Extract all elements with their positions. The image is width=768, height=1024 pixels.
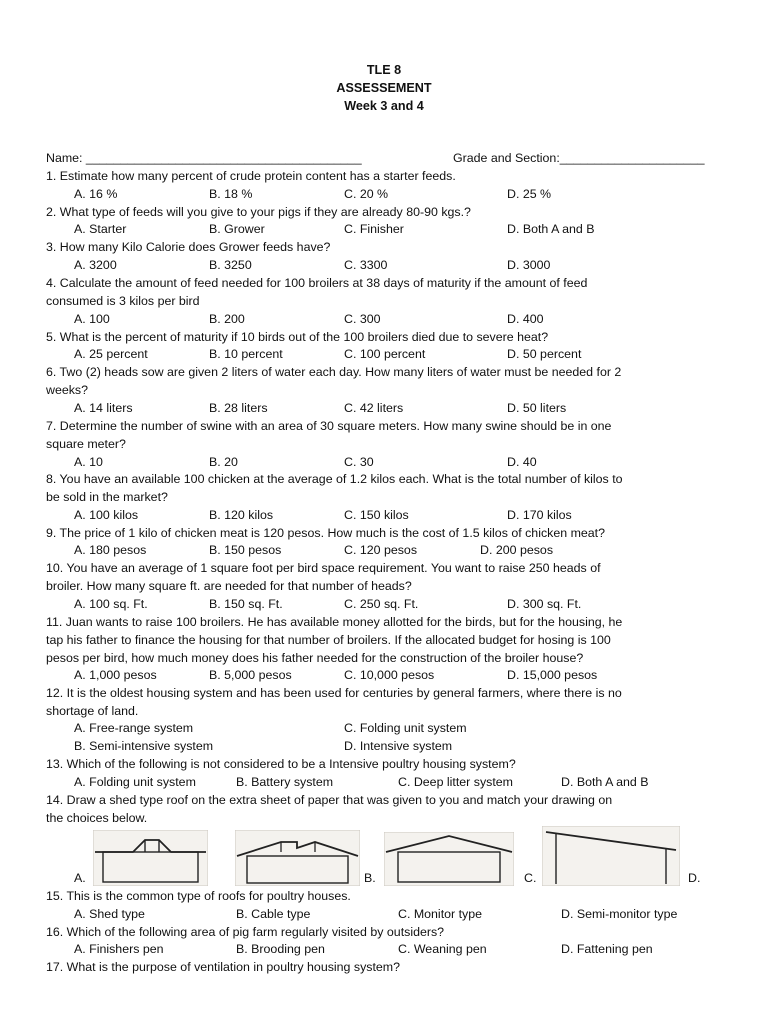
q16-option-c[interactable]: C. Weaning pen [398, 942, 487, 956]
q2-option-b[interactable]: B. Grower [209, 222, 265, 236]
q9-option-a[interactable]: A. 180 pesos [74, 543, 147, 557]
question-10: 10. You have an average of 1 square foot per bird space requirement. You want to raise 250 heads of [46, 561, 601, 575]
question-11: 11. Juan wants to raise 100 broilers. He has available money allotted for the birds, but for the housing, he [46, 615, 623, 629]
q15-option-c[interactable]: C. Monitor type [398, 907, 483, 921]
q7-option-a[interactable]: A. 10 [74, 455, 103, 469]
q3-option-c[interactable]: C. 3300 [344, 258, 388, 272]
q15-option-b[interactable]: B. Cable type [236, 907, 311, 921]
q8-option-a[interactable]: A. 100 kilos [74, 508, 139, 522]
q5-option-a[interactable]: A. 25 percent [74, 347, 148, 361]
question-6-cont: weeks? [46, 383, 89, 397]
course-code: TLE 8 [366, 63, 402, 77]
q15-option-a[interactable]: A. Shed type [74, 907, 145, 921]
q8-option-c[interactable]: C. 150 kilos [344, 508, 409, 522]
question-14-cont: the choices below. [46, 811, 148, 825]
q13-option-b[interactable]: B. Battery system [236, 775, 334, 789]
grade-section-field[interactable]: Grade and Section:_____________________ [453, 151, 705, 165]
question-11-cont2: pesos per bird, how much money does his father needed for the construction of the broiler house? [46, 651, 584, 665]
q7-option-b[interactable]: B. 20 [209, 455, 238, 469]
question-2: 2. What type of feeds will you give to your pigs if they are already 80-90 kgs.? [46, 205, 471, 219]
q1-option-b[interactable]: B. 18 % [209, 187, 253, 201]
q16-option-a[interactable]: A. Finishers pen [74, 942, 164, 956]
question-8: 8. You have an available 100 chicken at the average of 1.2 kilos each. What is the total number of kilos to [46, 472, 623, 486]
q5-option-b[interactable]: B. 10 percent [209, 347, 283, 361]
q7-option-d[interactable]: D. 40 [507, 455, 537, 469]
q16-option-d[interactable]: D. Fattening pen [561, 942, 653, 956]
q10-option-a[interactable]: A. 100 sq. Ft. [74, 597, 148, 611]
q14-option-d[interactable]: D. [688, 871, 701, 885]
q14-option-a[interactable]: A. [74, 871, 86, 885]
question-5: 5. What is the percent of maturity if 10 birds out of the 100 broilers died due to severe heat? [46, 330, 549, 344]
q6-option-c[interactable]: C. 42 liters [344, 401, 404, 415]
q12-option-d[interactable]: D. Intensive system [344, 739, 453, 753]
name-field[interactable]: Name: ________________________________________ [46, 151, 362, 165]
q2-option-a[interactable]: A. Starter [74, 222, 127, 236]
q2-option-c[interactable]: C. Finisher [344, 222, 404, 236]
roof-figure-c [384, 832, 514, 886]
q13-option-c[interactable]: C. Deep litter system [398, 775, 513, 789]
q1-option-c[interactable]: C. 20 % [344, 187, 389, 201]
question-3: 3. How many Kilo Calorie does Grower feeds have? [46, 240, 331, 254]
question-4-cont: consumed is 3 kilos per bird [46, 294, 200, 308]
q8-option-b[interactable]: B. 120 kilos [209, 508, 274, 522]
q4-option-b[interactable]: B. 200 [209, 312, 245, 326]
q10-option-d[interactable]: D. 300 sq. Ft. [507, 597, 582, 611]
question-13: 13. Which of the following is not considered to be a Intensive poultry housing system? [46, 757, 516, 771]
roof-figure-d [542, 826, 680, 886]
q10-option-b[interactable]: B. 150 sq. Ft. [209, 597, 283, 611]
q6-option-a[interactable]: A. 14 liters [74, 401, 133, 415]
q14-option-c[interactable]: C. [524, 871, 537, 885]
page-title: ASSESSEMENT [336, 81, 432, 95]
q10-option-c[interactable]: C. 250 sq. Ft. [344, 597, 419, 611]
question-15: 15. This is the common type of roofs for poultry houses. [46, 889, 351, 903]
roof-figure-b [235, 830, 360, 886]
q3-option-a[interactable]: A. 3200 [74, 258, 117, 272]
question-1: 1. Estimate how many percent of crude protein content has a starter feeds. [46, 169, 456, 183]
q11-option-a[interactable]: A. 1,000 pesos [74, 668, 157, 682]
q4-option-c[interactable]: C. 300 [344, 312, 381, 326]
q5-option-d[interactable]: D. 50 percent [507, 347, 582, 361]
q11-option-c[interactable]: C. 10,000 pesos [344, 668, 435, 682]
q3-option-d[interactable]: D. 3000 [507, 258, 551, 272]
question-10-cont: broiler. How many square ft. are needed for that number of heads? [46, 579, 412, 593]
question-4: 4. Calculate the amount of feed needed for 100 broilers at 38 days of maturity if the amount of feed [46, 276, 588, 290]
q3-option-b[interactable]: B. 3250 [209, 258, 252, 272]
question-16: 16. Which of the following area of pig farm regularly visited by outsiders? [46, 925, 445, 939]
question-8-cont: be sold in the market? [46, 490, 168, 504]
q2-option-d[interactable]: D. Both A and B [507, 222, 595, 236]
q11-option-b[interactable]: B. 5,000 pesos [209, 668, 292, 682]
q8-option-d[interactable]: D. 170 kilos [507, 508, 572, 522]
q14-option-b[interactable]: B. [364, 871, 376, 885]
q12-option-b[interactable]: B. Semi-intensive system [74, 739, 214, 753]
question-11-cont: tap his father to finance the housing for that number of broilers. If the allocated budget for hosing is 100 [46, 633, 611, 647]
question-17: 17. What is the purpose of ventilation in poultry housing system? [46, 960, 401, 974]
q1-option-d[interactable]: D. 25 % [507, 187, 552, 201]
roof-figure-a [93, 830, 208, 886]
q13-option-a[interactable]: A. Folding unit system [74, 775, 196, 789]
q9-option-d[interactable]: D. 200 pesos [480, 543, 554, 557]
question-7-cont: square meter? [46, 437, 126, 451]
q16-option-b[interactable]: B. Brooding pen [236, 942, 325, 956]
q4-option-a[interactable]: A. 100 [74, 312, 110, 326]
q6-option-d[interactable]: D. 50 liters [507, 401, 567, 415]
q5-option-c[interactable]: C. 100 percent [344, 347, 426, 361]
q12-option-a[interactable]: A. Free-range system [74, 721, 194, 735]
question-12-cont: shortage of land. [46, 704, 139, 718]
q6-option-b[interactable]: B. 28 liters [209, 401, 268, 415]
question-6: 6. Two (2) heads sow are given 2 liters of water each day. How many liters of water must be needed for 2 [46, 365, 622, 379]
q12-option-c[interactable]: C. Folding unit system [344, 721, 467, 735]
q1-option-a[interactable]: A. 16 % [74, 187, 118, 201]
question-14: 14. Draw a shed type roof on the extra sheet of paper that was given to you and match your drawing on [46, 793, 613, 807]
q13-option-d[interactable]: D. Both A and B [561, 775, 649, 789]
q11-option-d[interactable]: D. 15,000 pesos [507, 668, 598, 682]
q9-option-b[interactable]: B. 150 pesos [209, 543, 282, 557]
question-7: 7. Determine the number of swine with an area of 30 square meters. How many swine should be in one [46, 419, 612, 433]
q9-option-c[interactable]: C. 120 pesos [344, 543, 418, 557]
q7-option-c[interactable]: C. 30 [344, 455, 374, 469]
question-12: 12. It is the oldest housing system and has been used for centuries by general farmers, where there is no [46, 686, 622, 700]
question-9: 9. The price of 1 kilo of chicken meat is 120 pesos. How much is the cost of 1.5 kilos of chicken meat? [46, 526, 606, 540]
q15-option-d[interactable]: D. Semi-monitor type [561, 907, 678, 921]
week-label: Week 3 and 4 [344, 99, 424, 113]
q4-option-d[interactable]: D. 400 [507, 312, 544, 326]
